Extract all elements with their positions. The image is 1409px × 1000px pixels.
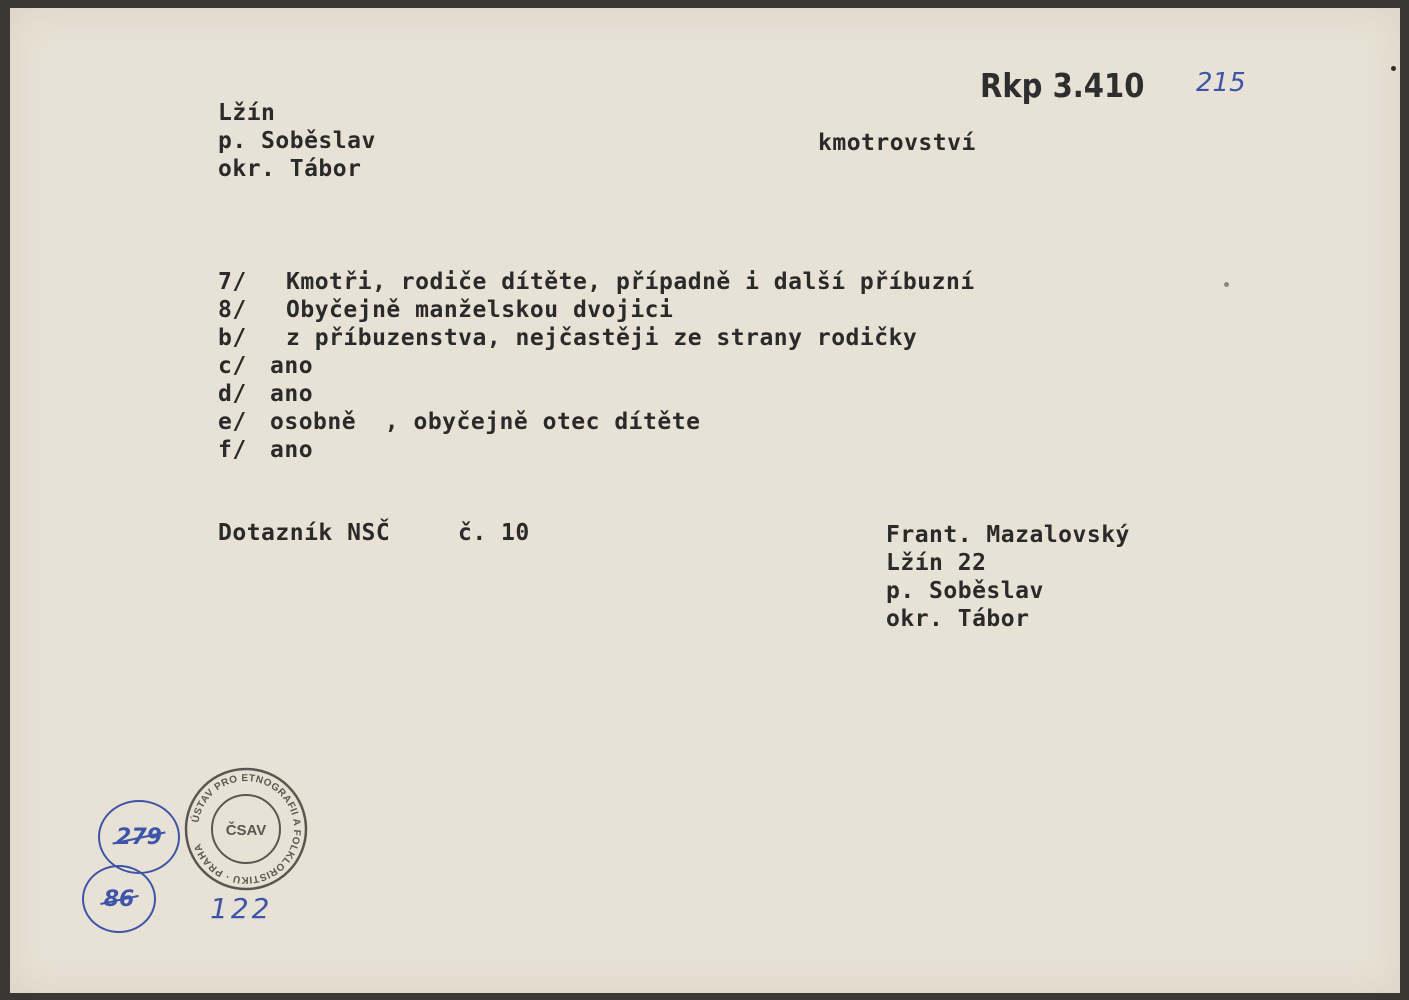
post-line: p. Soběslav xyxy=(218,128,376,154)
archive-card xyxy=(10,8,1400,993)
handwritten-number: 122 xyxy=(210,892,273,925)
circled-number-1 xyxy=(98,800,180,874)
handwritten-reference: 215 xyxy=(1196,68,1246,98)
struck-number: 279 xyxy=(116,824,162,850)
answer-text: ano xyxy=(270,437,314,463)
questionnaire-label: Dotazník NSČ xyxy=(218,520,391,546)
answer-label: d/ xyxy=(218,381,247,407)
informant-address: Lžín 22 xyxy=(886,550,987,576)
district-line: okr. Tábor xyxy=(218,156,362,182)
answer-text: ano xyxy=(270,381,314,407)
answer-label: c/ xyxy=(218,353,247,379)
place-line: Lžín xyxy=(218,100,276,126)
archive-reference: Rkp 3.410 xyxy=(980,66,1145,105)
answer-label: f/ xyxy=(218,437,247,463)
answer-label: 8/ xyxy=(218,297,247,323)
informant-name: Frant. Mazalovský xyxy=(886,522,1130,548)
answer-text: osobně , obyčejně otec dítěte xyxy=(270,409,701,435)
answer-text: ano xyxy=(270,353,314,379)
institute-seal-icon xyxy=(182,765,310,893)
answer-label: b/ xyxy=(218,325,247,351)
answer-label: e/ xyxy=(218,409,247,435)
seal-ring-text: ÚSTAV PRO ETNOGRAFII A FOLKLORISTIKU · PRAHA xyxy=(190,772,303,886)
subject-heading: kmotrovství xyxy=(818,130,976,156)
answer-label: 7/ xyxy=(218,269,247,295)
informant-district: okr. Tábor xyxy=(886,606,1030,632)
circled-number-2 xyxy=(82,865,156,933)
questionnaire-number: č. 10 xyxy=(458,520,530,546)
seal-center-text: ČSAV xyxy=(225,822,267,839)
answer-text: z příbuzenstva, nejčastěji ze strany rodičky xyxy=(286,325,918,351)
answer-text: Obyčejně manželskou dvojici xyxy=(286,297,674,323)
answer-text: Kmotři, rodiče dítěte, případně i další příbuzní xyxy=(286,269,975,295)
struck-number: 86 xyxy=(103,886,135,912)
paper-speck xyxy=(1391,66,1396,71)
paper-speck xyxy=(1224,282,1229,287)
informant-post: p. Soběslav xyxy=(886,578,1044,604)
